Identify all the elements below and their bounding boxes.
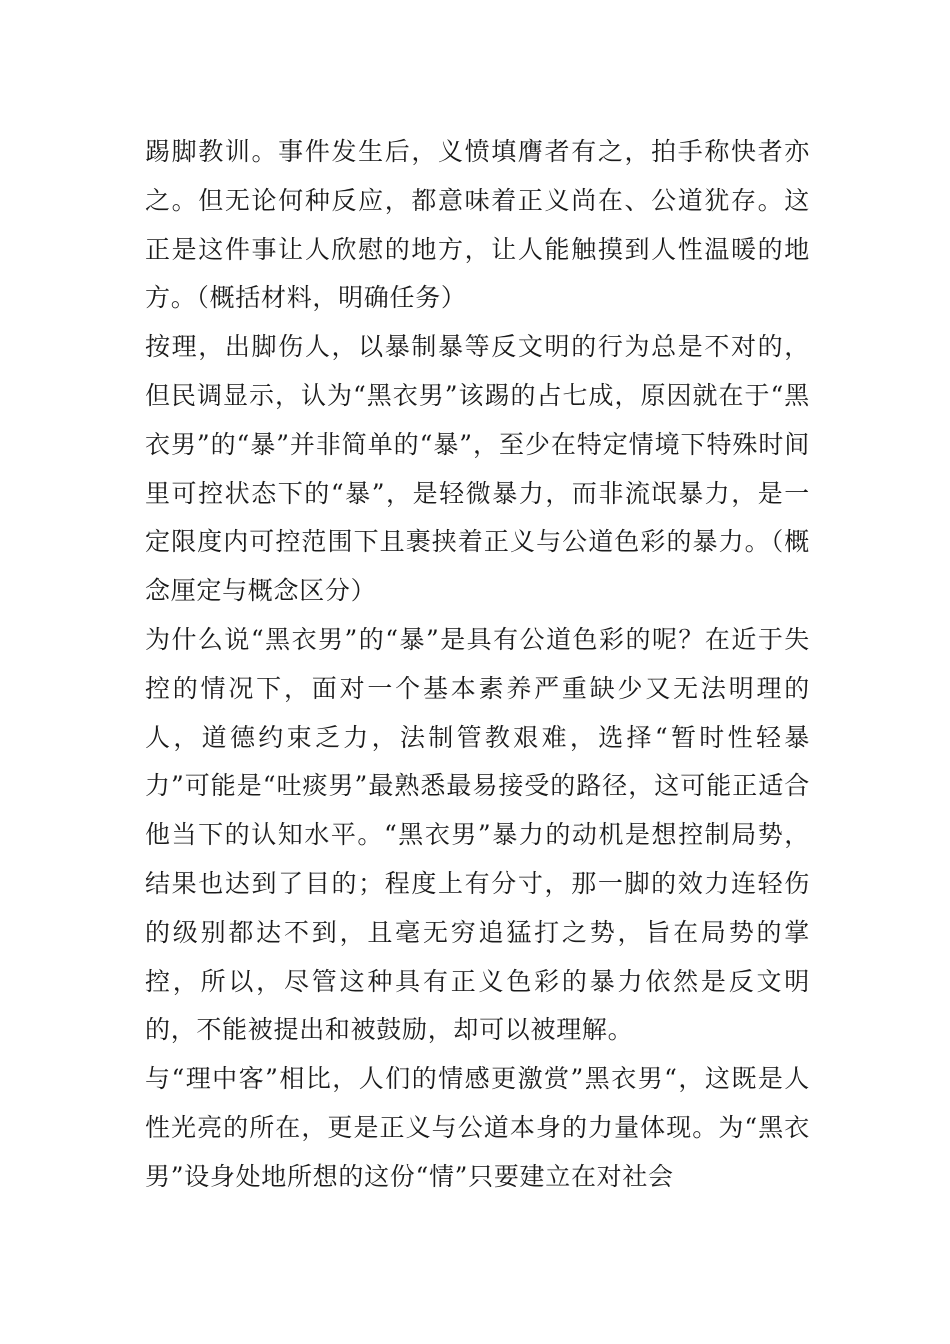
document-body <box>145 128 810 1202</box>
paragraph-2: 按理，出脚伤人，以暴制暴等反文明的行为总是不对的，但民调显示，认为“黑衣男”该踢的占七成，原因就在于“黑衣男”的“暴”并非简单的“暴”，至少在特定情境下特殊时间里可控状态下的“暴”，是轻微暴力，而非流氓暴力，是一定限度内可控范围下且裹挟着正义与公道色彩的暴力。（概念厘定与概念区分） <box>145 332 810 606</box>
paragraph-4: 与“理中客”相比，人们的情感更激赏”黑衣男“，这既是人性光亮的所在，更是正义与公道本身的力量体现。为“黑衣男”设身处地所想的这份“情”只要建立在对社会 <box>145 1064 810 1191</box>
paragraph-1: 踢脚教训。事件发生后，义愤填膺者有之，拍手称快者亦之。但无论何种反应，都意味着正义尚在、公道犹存。这正是这件事让人欣慰的地方，让人能触摸到人性温暖的地方。（概括材料，明确任务） <box>145 137 810 313</box>
paragraph-3: 为什么说“黑衣男”的“暴”是具有公道色彩的呢？在近于失控的情况下，面对一个基本素养严重缺少又无法明理的人，道德约束乏力，法制管教艰难，选择“暂时性轻暴力”可能是“吐痰男”最熟悉最易接受的路径，这可能正适合他当下的认知水平。“黑衣男”暴力的动机是想控制局势，结果也达到了目的；程度上有分寸，那一脚的效力连轻伤的级别都达不到，且毫无穷追猛打之势，旨在局势的掌控，所以，尽管这种具有正义色彩的暴力依然是反文明的，不能被提出和被鼓励，却可以被理解。 <box>145 624 810 1045</box>
